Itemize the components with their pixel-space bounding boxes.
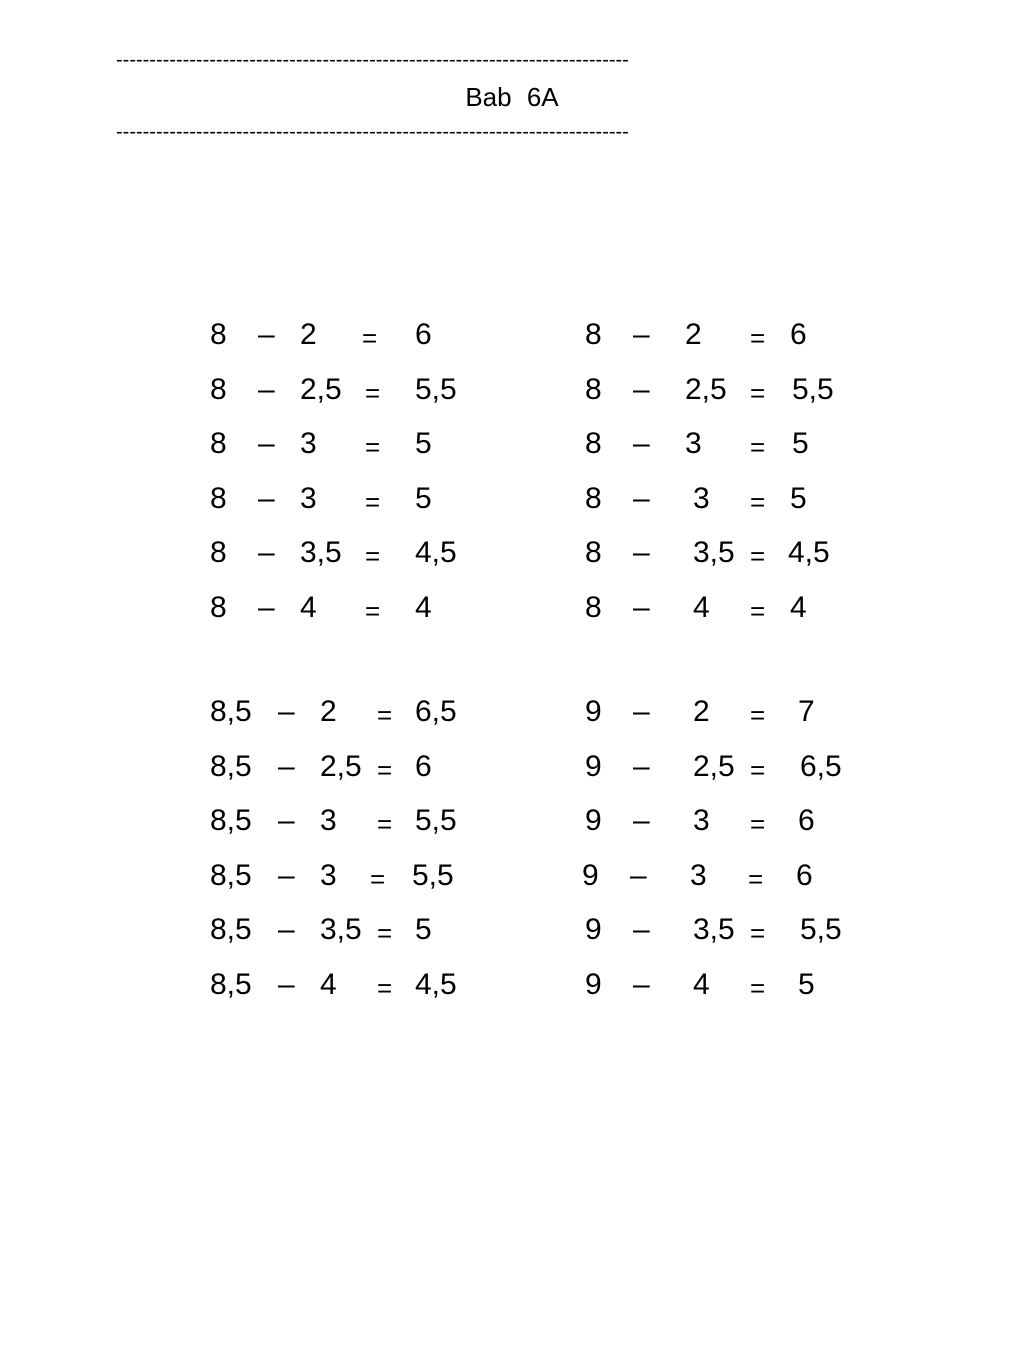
result: 5 <box>415 913 432 947</box>
equals-sign: = <box>750 809 766 840</box>
equals-sign: = <box>365 432 381 463</box>
result: 6,5 <box>415 695 457 728</box>
operand-a: 8 <box>210 318 227 351</box>
operand-a: 8 <box>585 481 602 515</box>
equals-sign: = <box>748 863 764 894</box>
header-divider-bottom: ----------------------------------------------------------------------------- <box>116 122 629 142</box>
operand-a: 8,5 <box>210 804 252 838</box>
page-title: Bab 6A <box>465 82 559 112</box>
equals-sign: = <box>750 972 766 1003</box>
operand-b: 4 <box>693 967 710 1001</box>
minus-sign: – <box>633 481 650 515</box>
operand-a: 8,5 <box>210 749 252 783</box>
operand-a: 9 <box>582 858 599 892</box>
operand-b: 4 <box>320 967 337 1001</box>
result: 4 <box>790 590 807 624</box>
operand-b: 3,5 <box>693 913 735 947</box>
minus-sign: – <box>278 858 295 892</box>
operand-a: 9 <box>585 749 602 783</box>
equals-sign: = <box>362 323 378 353</box>
operand-a: 9 <box>585 804 602 838</box>
result: 5 <box>790 481 807 515</box>
equals-sign: = <box>370 863 386 894</box>
operand-a: 8 <box>210 372 227 406</box>
minus-sign: – <box>258 481 275 515</box>
operand-b: 3,5 <box>320 913 362 947</box>
operand-b: 4 <box>300 590 317 624</box>
operand-a: 8 <box>585 318 602 351</box>
result: 6 <box>415 318 432 351</box>
operand-a: 8 <box>585 590 602 624</box>
result: 7 <box>798 695 815 728</box>
operand-a: 8 <box>585 372 602 406</box>
operand-b: 2,5 <box>693 749 735 783</box>
minus-sign: – <box>633 967 650 1001</box>
operand-a: 9 <box>585 967 602 1001</box>
operand-b: 3 <box>300 481 317 515</box>
equals-sign: = <box>750 541 766 572</box>
operand-a: 8 <box>210 427 227 461</box>
equals-sign: = <box>365 595 381 626</box>
result: 6,5 <box>800 749 842 783</box>
operand-a: 8 <box>585 427 602 461</box>
minus-sign: – <box>633 536 650 570</box>
minus-sign: – <box>278 804 295 838</box>
operand-b: 3,5 <box>300 536 342 570</box>
minus-sign: – <box>258 318 275 351</box>
operand-b: 3 <box>693 804 710 838</box>
minus-sign: – <box>278 749 295 783</box>
minus-sign: – <box>278 967 295 1001</box>
result: 5 <box>792 427 809 461</box>
operand-b: 3 <box>320 804 337 838</box>
minus-sign: – <box>633 749 650 783</box>
result: 5,5 <box>412 858 454 892</box>
result: 5,5 <box>415 804 457 838</box>
operand-a: 8 <box>210 590 227 624</box>
operand-a: 8 <box>210 481 227 515</box>
equals-sign: = <box>365 541 381 572</box>
operand-a: 8 <box>585 536 602 570</box>
equals-sign: = <box>377 700 393 730</box>
operand-a: 9 <box>585 913 602 947</box>
result: 6 <box>415 749 432 783</box>
minus-sign: – <box>630 858 647 892</box>
result: 6 <box>796 858 813 892</box>
operand-b: 3 <box>320 858 337 892</box>
result: 5,5 <box>800 913 842 947</box>
operand-b: 2 <box>693 695 710 728</box>
minus-sign: – <box>633 913 650 947</box>
result: 4,5 <box>415 967 457 1001</box>
minus-sign: – <box>258 536 275 570</box>
equals-sign: = <box>377 754 393 785</box>
result: 6 <box>798 804 815 838</box>
minus-sign: – <box>258 590 275 624</box>
equals-sign: = <box>377 809 393 840</box>
operand-b: 4 <box>693 590 710 624</box>
equals-sign: = <box>377 918 393 949</box>
equals-sign: = <box>750 377 766 408</box>
result: 5,5 <box>792 372 834 406</box>
operand-b: 3 <box>690 858 707 892</box>
minus-sign: – <box>258 427 275 461</box>
operand-b: 2 <box>685 318 702 351</box>
operand-a: 9 <box>585 695 602 728</box>
equals-sign: = <box>750 486 766 517</box>
operand-b: 2 <box>300 318 317 351</box>
operand-a: 8,5 <box>210 967 252 1001</box>
equals-sign: = <box>750 595 766 626</box>
minus-sign: – <box>278 695 295 728</box>
equals-sign: = <box>365 377 381 408</box>
operand-a: 8,5 <box>210 858 252 892</box>
result: 6 <box>790 318 807 351</box>
minus-sign: – <box>278 913 295 947</box>
header-divider-top: ----------------------------------------------------------------------------- <box>116 50 629 70</box>
equals-sign: = <box>750 700 766 730</box>
operand-b: 2 <box>320 695 337 728</box>
minus-sign: – <box>633 372 650 406</box>
result: 5 <box>798 967 815 1001</box>
equals-sign: = <box>750 432 766 463</box>
equals-sign: = <box>750 754 766 785</box>
operand-b: 3 <box>300 427 317 461</box>
operand-b: 3 <box>685 427 702 461</box>
operand-b: 2,5 <box>685 372 727 406</box>
operand-b: 2,5 <box>320 749 362 783</box>
result: 4,5 <box>788 536 830 570</box>
result: 5 <box>415 427 432 461</box>
minus-sign: – <box>633 318 650 351</box>
result: 4,5 <box>415 536 457 570</box>
minus-sign: – <box>258 372 275 406</box>
operand-a: 8,5 <box>210 695 252 728</box>
minus-sign: – <box>633 695 650 728</box>
result: 4 <box>415 590 432 624</box>
result: 5 <box>415 481 432 515</box>
minus-sign: – <box>633 590 650 624</box>
operand-b: 2,5 <box>300 372 342 406</box>
equals-sign: = <box>377 972 393 1003</box>
operand-b: 3,5 <box>693 536 735 570</box>
minus-sign: – <box>633 427 650 461</box>
equals-sign: = <box>750 323 766 353</box>
equals-sign: = <box>365 486 381 517</box>
equals-sign: = <box>750 918 766 949</box>
operand-a: 8,5 <box>210 913 252 947</box>
minus-sign: – <box>633 804 650 838</box>
result: 5,5 <box>415 372 457 406</box>
operand-b: 3 <box>693 481 710 515</box>
operand-a: 8 <box>210 536 227 570</box>
